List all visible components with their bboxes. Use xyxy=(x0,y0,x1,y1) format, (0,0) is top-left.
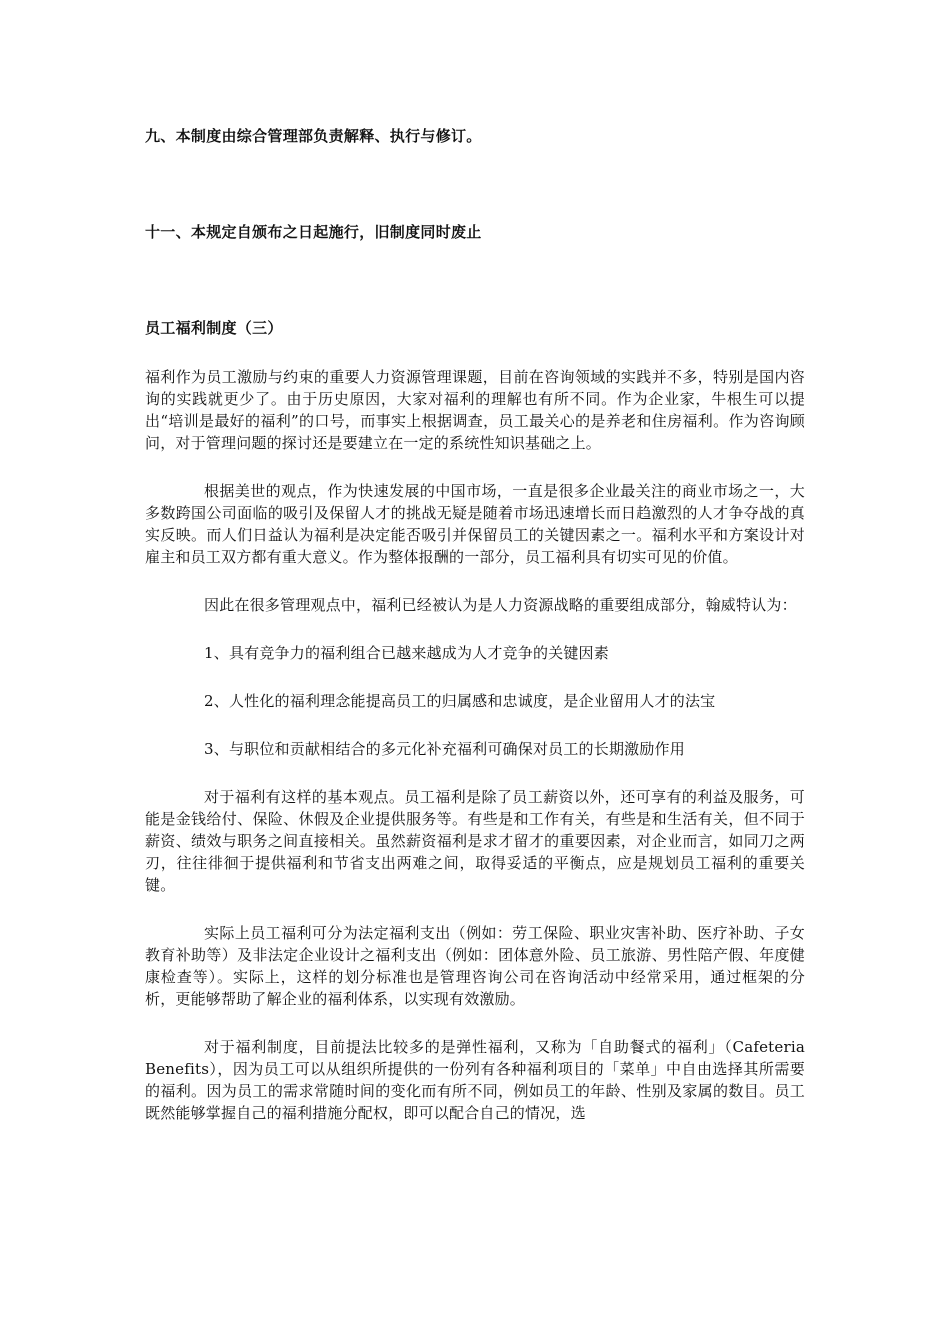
heading-item-eleven: 十一、本规定自颁布之日起施行，旧制度同时废止 xyxy=(145,223,482,241)
section-title: 员工福利制度（三） xyxy=(145,319,283,337)
paragraph-basic-view: 对于福利有这样的基本观点。员工福利是除了员工薪资以外，还可享有的利益及服务，可能是金钱给付、保险、休假及企业提供服务等。有些是和工作有关，有些是和生活有关，但不同于薪资、绩效与职务之间直接相关。虽然薪资福利是求才留才的重要因素，对企业而言，如同刀之两刃，往往徘徊于提供福利和节省支出两难之间，取得妥适的平衡点，应是规划员工福利的重要关键。 xyxy=(145,788,805,894)
heading-item-nine: 九、本制度由综合管理部负责解释、执行与修订。 xyxy=(145,127,482,145)
paragraph-hewitt-view: 因此在很多管理观点中，福利已经被认为是人力资源战略的重要组成部分，翰威特认为： xyxy=(204,596,797,614)
paragraph-mercer-view: 根据美世的观点，作为快速发展的中国市场，一直是很多企业最关注的商业市场之一，大多数跨国公司面临的吸引及保留人才的挑战无疑是随着市场迅速增长而日趋激烈的人才争夺战的真实反映。而人们日益认为福利是决定能否吸引并保留员工的关键因素之一。福利水平和方案设计对雇主和员工双方都有重大意义。作为整体报酬的一部分，员工福利具有切实可见的价值。 xyxy=(145,482,805,566)
list-item: 1、具有竞争力的福利组合已越来越成为人才竞争的关键因素 xyxy=(204,644,609,662)
list-item: 2、人性化的福利理念能提高员工的归属感和忠诚度，是企业留用人才的法宝 xyxy=(204,692,716,710)
list-item: 3、与职位和贡献相结合的多元化补充福利可确保对员工的长期激励作用 xyxy=(204,740,685,758)
paragraph-flexible-benefits: 对于福利制度，目前提法比较多的是弹性福利，又称为「自助餐式的福利」（Cafeteria Benefits），因为员工可以从组织所提供的一份列有各种福利项目的「菜单」中自由选择其所需要的福利。因为员工的需求常随时间的变化而有所不同，例如员工的年龄、性别及家属的数目。员工既然能够掌握自己的福利措施分配权，即可以配合自己的情况，选 xyxy=(145,1038,805,1122)
paragraph-intro: 福利作为员工激励与约束的重要人力资源管理课题，目前在咨询领域的实践并不多，特别是国内咨询的实践就更少了。由于历史原因，大家对福利的理解也有所不同。作为企业家，牛根生可以提出“培训是最好的福利”的口号，而事实上根据调查，员工最关心的是养老和住房福利。作为咨询顾问，对于管理问题的探讨还是要建立在一定的系统性知识基础之上。 xyxy=(145,368,805,452)
document-body xyxy=(145,366,805,1150)
paragraph-benefit-types: 实际上员工福利可分为法定福利支出（例如：劳工保险、职业灾害补助、医疗补助、子女教育补助等）及非法定企业设计之福利支出（例如：团体意外险、员工旅游、男性陪产假、年度健康检查等）。实际上，这样的划分标准也是管理咨询公司在咨询活动中经常采用，通过框架的分析，更能够帮助了解企业的福利体系，以实现有效激励。 xyxy=(145,924,805,1008)
